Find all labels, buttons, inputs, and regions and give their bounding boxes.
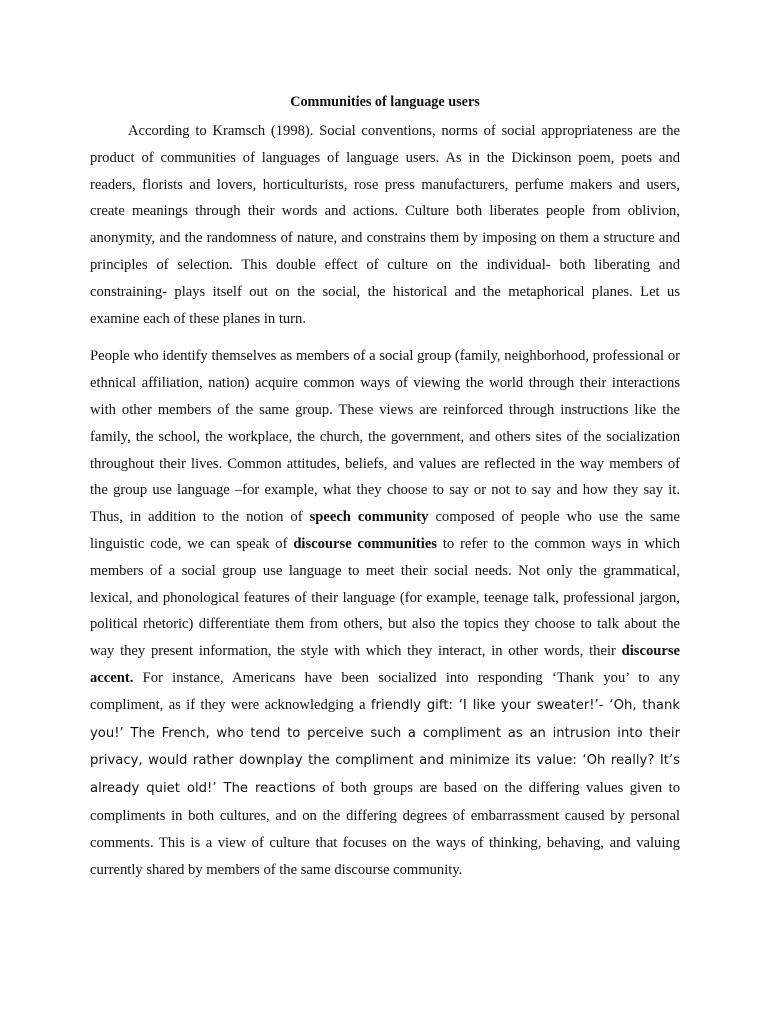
paragraph-text-1: People who identify themselves as members of a social group (family, neighborhood, professional or ethnical affiliation, nation) acquire common ways of viewing the world through their interactions with other members of the same group. These views are reinforced through instructions like the family, the school, the workplace, the church, the government, and others sites of the socialization throughout their lives. Common attitudes, beliefs, and values are reflected in the way members of the group use language –for example, what they choose to say or not to say and how they say it. Thus, in addition to the notion of — [90, 348, 680, 526]
document-title: Communities of language users — [290, 94, 480, 110]
term-discourse-accent: discourse accent. — [90, 643, 680, 686]
term-speech-community: speech community — [309, 509, 429, 526]
paragraph-text-alt-font: friendly gift: ‘I like your sweater!’- ‘Oh, thank you!’ The French, who tend to perceive such a compliment as an intrusion into their privacy, would rather downplay the compliment and minimize its value: ‘Oh really? It’s already quiet old!’ The reactions — [90, 697, 680, 797]
paragraph-text-5: of both groups are based on the differing values given to compliments in both cultures, and on the differing degrees of embarrassment caused by personal comments. This is a view of culture that focuses on the ways of thinking, behaving, and valuing currently shared by members of the same discourse community. — [90, 780, 680, 878]
paragraph-text-2: composed of people who use the same linguistic code, we can speak of — [90, 509, 681, 552]
term-discourse-communities: discourse communities — [293, 535, 437, 552]
paragraph-social-group — [90, 343, 680, 883]
paragraph-text-4: For instance, Americans have been socialized into responding ‘Thank you’ to any compliment, as if they were acknowledging a — [90, 669, 680, 713]
document-page — [90, 92, 680, 883]
paragraph-text-3: to refer to the common ways in which members of a social group use language to meet their social needs. Not only the grammatical, lexical, and phonological features of their language (for example, teenage talk, professional jargon, political rhetoric) differentiate them from others, but also the topics they choose to talk about the way they present information, the style with which they interact, in other words, their — [90, 535, 680, 660]
paragraph-kramsch: According to Kramsch (1998). Social conventions, norms of social appropriateness are the product of communities of languages of language users. As in the Dickinson poem, poets and readers, florists and lovers, horticulturists, rose press manufacturers, perfume makers and users, create meanings through their words and actions. Culture both liberates people from oblivion, anonymity, and the randomness of nature, and constrains them by imposing on them a structure and principles of selection. This double effect of culture on the individual- both liberating and constraining- plays itself out on the social, the historical and the metaphorical planes. Let us examine each of these planes in turn. — [90, 123, 680, 327]
